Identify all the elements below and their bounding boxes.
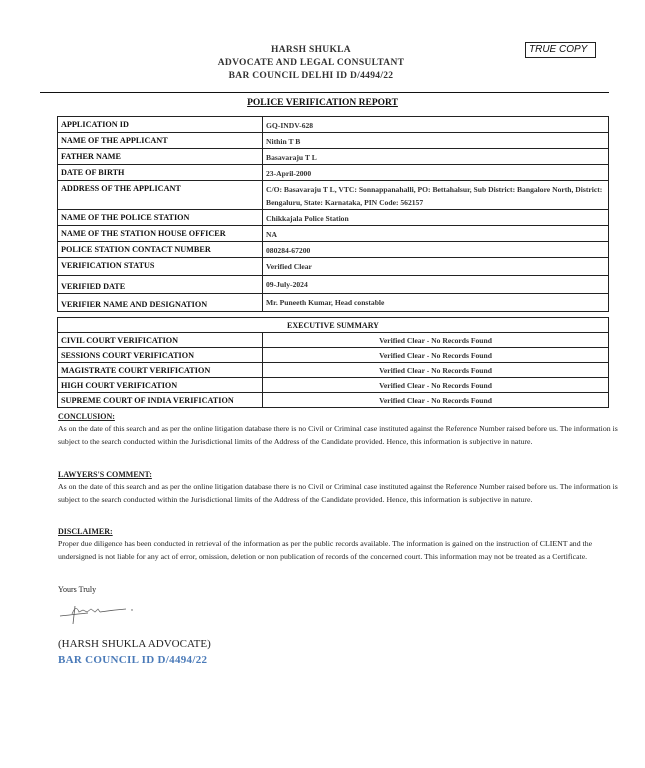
row-value: 080284-67200 (263, 242, 609, 258)
row-label: POLICE STATION CONTACT NUMBER (58, 242, 263, 258)
row-label: ADDRESS OF THE APPLICANT (58, 181, 263, 210)
table-row (58, 117, 609, 133)
court-result: Verified Clear - No Records Found (263, 393, 609, 408)
advocate-name: HARSH SHUKLA (271, 45, 351, 55)
table-row (58, 210, 609, 226)
row-value: GQ-INDV-628 (263, 117, 609, 133)
table-row (58, 378, 609, 393)
court-label: SESSIONS COURT VERIFICATION (58, 348, 263, 363)
table-row (58, 258, 609, 276)
table-row (58, 294, 609, 312)
conclusion-section (58, 411, 618, 449)
disclaimer-text: Proper due diligence has been conducted in retrieval of the information as per the public records available. The information is gained on the instruction of CLIENT and the undersigned is not liable for any act of error, omission, deletion or non publication of records of the concerned court. This information may not be treated as a Certificate. (58, 539, 593, 561)
advocate-bar-id: BAR COUNCIL DELHI ID D/4494/22 (228, 71, 394, 81)
table-row (58, 165, 609, 181)
row-value: Chikkajala Police Station (263, 210, 609, 226)
court-label: HIGH COURT VERIFICATION (58, 378, 263, 393)
court-label: SUPREME COURT OF INDIA VERIFICATION (58, 393, 263, 408)
court-result: Verified Clear - No Records Found (263, 333, 609, 348)
court-result: Verified Clear - No Records Found (263, 378, 609, 393)
row-value: 23-April-2000 (263, 165, 609, 181)
row-label: NAME OF THE APPLICANT (58, 133, 263, 149)
table-row (58, 181, 609, 210)
lawyers-comment-heading: LAWYERS'S COMMENT: (58, 470, 152, 479)
row-label: FATHER NAME (58, 149, 263, 165)
row-value: Mr. Puneeth Kumar, Head constable (263, 294, 609, 312)
disclaimer-heading: DISCLAIMER: (58, 527, 113, 536)
row-label: VERIFICATION STATUS (58, 258, 263, 276)
table-row (58, 226, 609, 242)
row-value: Basavaraju T L (263, 149, 609, 165)
report-title: POLICE VERIFICATION REPORT (247, 98, 398, 108)
table-row (58, 276, 609, 294)
table-row (58, 149, 609, 165)
executive-summary-title: EXECUTIVE SUMMARY (58, 318, 609, 333)
row-label: VERIFIER NAME AND DESIGNATION (58, 294, 263, 312)
row-value: C/O: Basavaraju T L, VTC: Sonnappanahalli, PO: Bettahalsur, Sub District: Bangalore North, District: Bengaluru, State: Karnataka, PIN Code: 562157 (263, 181, 609, 210)
table-row (58, 363, 609, 378)
signatory-bar-id: BAR COUNCIL ID D/4494/22 (58, 654, 208, 666)
disclaimer-section (58, 526, 618, 564)
court-label: MAGISTRATE COURT VERIFICATION (58, 363, 263, 378)
true-copy-stamp: TRUE COPY (525, 42, 596, 58)
row-value: Verified Clear (263, 258, 609, 276)
court-result: Verified Clear - No Records Found (263, 363, 609, 378)
row-label: APPLICATION ID (58, 117, 263, 133)
table-row (58, 133, 609, 149)
row-label: NAME OF THE POLICE STATION (58, 210, 263, 226)
conclusion-heading: CONCLUSION: (58, 412, 115, 421)
row-value: Nithin T B (263, 133, 609, 149)
table-row (58, 393, 609, 408)
court-label: CIVIL COURT VERIFICATION (58, 333, 263, 348)
row-label: VERIFIED DATE (58, 276, 263, 294)
executive-summary-table (57, 317, 609, 408)
court-result: Verified Clear - No Records Found (263, 348, 609, 363)
table-row (58, 333, 609, 348)
row-value: NA (263, 226, 609, 242)
row-label: DATE OF BIRTH (58, 165, 263, 181)
table-row (58, 242, 609, 258)
details-table (57, 116, 609, 312)
signatory-name: (HARSH SHUKLA ADVOCATE) (58, 638, 211, 650)
advocate-title: ADVOCATE AND LEGAL CONSULTANT (217, 58, 405, 68)
signature-icon (58, 600, 138, 626)
table-row (58, 348, 609, 363)
row-label: NAME OF THE STATION HOUSE OFFICER (58, 226, 263, 242)
header-divider (40, 92, 609, 93)
salutation: Yours Truly (58, 585, 97, 594)
lawyers-comment-section (58, 469, 618, 507)
conclusion-text: As on the date of this search and as per the online litigation database there is no Civil or Criminal case instituted against the Reference Number raised before us. The information is subject to the search conducted within the Jurisdictional limits of the Address of the Candidate provided. Hence, this information is subjective in nature. (58, 424, 618, 446)
lawyers-comment-text: As on the date of this search and as per the online litigation database there is no Civil or Criminal case instituted against the Reference Number raised before us. The information is subject to the search conducted within the Jurisdictional limits of the Address of the Candidate provided. Hence, this information is subjective in nature. (58, 482, 618, 504)
row-value: 09-July-2024 (263, 276, 609, 294)
table-header-row (58, 318, 609, 333)
